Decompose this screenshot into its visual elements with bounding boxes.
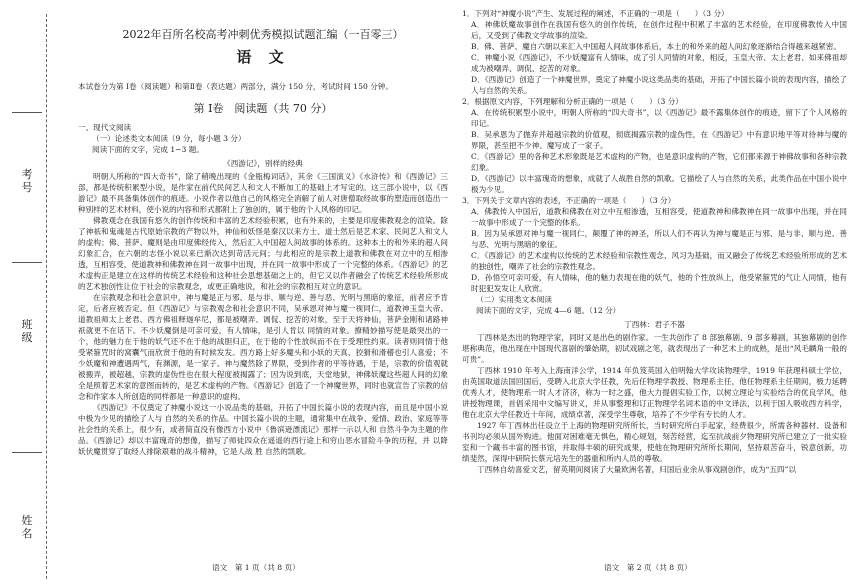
article-title: 丁西林：君子不器 <box>624 320 685 329</box>
article-title: 《西游记》，别样的经典 <box>223 159 303 168</box>
name-label: 姓名 <box>21 514 33 540</box>
class-underline <box>12 262 42 263</box>
answer-option: D．孙悟空可亲可爱，有人情味，他的魅力表现在他的妖气，他的个性放纵上，他受紧箍咒的气让人同情，他有时犯犯发发让人欣赏。 <box>471 273 847 293</box>
binding-dashed-line <box>46 14 47 579</box>
article-paragraph: 佛教观念在我国有悠久的创作传统和丰富的艺术经验积累，也有外来的，主要是印度佛教观念的渲染。除了神祇和鬼魂是古代原始宗教的产物以外，神仙和妖怪是秦汉以来方士、道士然后是艺术家、民间艺人和文人的虚构；佛、菩萨、魔则是由印度佛经传入，然后汇入中国超人间故事的体系的。这种本土的和外来的超人间幻象汇合，在六朝的志怪小说以来已渐次达到苛活元间；与此相应的是宗教上道教和佛教在对立中的互相渗透，互相容受，使道教神和佛教神在同一故事中出现，并在同一故事中形成了一个完整的体系。《西游记》的艺术虚构正是建立在这样的传统艺术经验和这种社会思想基础之上的，但它又以作者融会了传统艺术经验所形成的艺术独创性让位于社会的宗教观念，或更正确地说，和社会的宗教相互对立的意识。 <box>78 216 448 291</box>
right-column <box>462 8 847 475</box>
exam-number-label: 考号 <box>21 168 33 194</box>
article-paragraph: 在宗教观念和社会意识中，神与魔是正与邪、是与非、顺与逆、善与恶、光明与黑暗的象征，前者应予肯定，后者应被否定。但《西游记》与宗教观念和社会意识不同，吴承恩对神与魔一视同仁，道教神玉皇大帝、道教祖师太上老君、西方佛祖释迦牟尼，都是被嘲弄、调侃、挖苦的对象，至于天将神仙，菩萨金刚和诸路神祇就更不在话下。不少妖魔倒是可亲可爱，有人情味，是引人肯以 同情的对象。撩精妙描写使是最突出的一个，他的魅力在于他的妖气还不在于他的战胆归正，在于他的个性放纵而不在于受理性约束。读者则同情于他受紧箍咒时的窝囊气而欣赏于他的有时候发发。西方路上好多魔头和小妖的天真、狡猾和滑稽也引人喜爱；不少妖魔和神遭遇两气，有渊源，是一家子。神与魔然除了界限，受到作者的平等待遇，于是，宗教的价值观就被搬弄，被超越，宗教的虚伪性也在很大程度被揭露了；因为说到底，天堂地狱，神佛妖魔这些超人间的幻象全是照着艺术家的意图而转的，是艺术虚构的产物。《西游记》创造了一个神魔世界，同时也就宣告了宗教的信念和作家本人所创造的同样都是一种意识的虚构。 <box>78 293 448 401</box>
question-stem: 2．根据原文内容，下列理解和分析正确的一项是（ ）（3 分） <box>462 97 683 106</box>
answer-option: A．在传统积累型小说中，明朝人所称的“四大奇书”，以《西游记》最不露集体创作的痕迹，留下了个人风格的印记。 <box>471 108 847 128</box>
article-paragraph: 丁西林自幼喜爱文艺，留英期间阅读了大量欧洲名著，归国后业余从事戏剧创作，成为“五四”以 <box>477 465 797 474</box>
answer-option: C．《西游记》的艺术虚构以传统的艺术经验和宗教性观念、风习为基础，而又融会了传统艺术经验所形成的艺术的独创性，嘲弄了社会的宗教性观念。 <box>471 251 847 271</box>
exam-number-underline <box>12 112 42 113</box>
subsection-heading: （一）论述类文本阅读（9 分，每小题 3 分） <box>92 134 246 143</box>
left-column <box>78 8 448 457</box>
document-title: 2022年百所名校高考冲刺优秀模拟试题汇编（一百零三） <box>122 28 404 41</box>
answer-option: B．佛、菩萨、魔自六朝以来汇入中国超人间故事体系后，本土的和外来的超人间幻象逐渐结合得越来越紧密。 <box>471 42 842 51</box>
answer-option: D．《西游记》以丰富瑰奇的想象，成就了人战胜自然的凯歌。它描绘了人与自然的关系，此类作品在中国小说中极为少见。 <box>471 174 847 194</box>
subsection-instruction: 阅读下面的文字，完成 1~3 题。 <box>92 145 204 154</box>
answer-option: B．因为吴承恩对神与魔一视同仁，颠覆了神的神圣，所以人们不再认为神与魔是正与邪、是与非、顺与逆、善与恶、光明与黑暗的象征。 <box>471 229 847 249</box>
answer-option: A．神佛妖魔故事创作在我国有悠久的创作传统，在创作过程中积累了丰富的艺术经验，在印度佛教传入中国后，又受到了佛教文学故事的渲染。 <box>471 20 847 40</box>
subsection-instruction: 阅读下面的文字，完成 4—6 题。（12 分） <box>476 306 621 315</box>
exam-instructions: 本试卷分为第 Ⅰ卷（阅读题）和第Ⅱ卷（表达题）两部分，满分 150 分，考试时间 150 分钟。 <box>78 82 393 91</box>
name-underline <box>12 452 42 453</box>
article-paragraph: 丁西林是杰出的物理学家，同时又是出色的剧作家。一生共创作了 8 部独幕剧、9 部多幕剧，其独幕剧的创作堪称典范，他出现在中国现代喜剧的肇始期，初试戏剧之笔，就表现出了一种艺术上的成熟，是出“风毛麟角一般的可贵”。 <box>462 333 847 364</box>
part-title: 第 Ⅰ卷 阅读题（共 70 分） <box>193 102 333 115</box>
answer-option: A．佛教传入中国后，道教和佛教在对立中互相渗透，互相容受，使道教神和佛教神在同一故事中出现，并在同一故事中形成了一个完整的体系。 <box>471 207 847 227</box>
article-paragraph: 丁西林 1910 年考入上海南洋公学，1914 年负笈英国入伯明翰大学攻读物理学，1919 年获理科硕士学位，由英国取道法国回国后，受聘入北京大学任教，先后任物理学教授、物理系主任，他任物理系主任期间，极力延聘优秀人才，使物理系一时人才济济，称为一时之盛，他大力提倡实验工作，以树立理论与实验结合的优良学风，他讲授物理课，首倡采用中文编写讲义，并从事整理和订正物理学名词术语的中文译法，以利于国人吸收西方科学，他在北京大学任教近十年间，成绩卓著，深受学生尊敬，培养了不少学有专长的人才。 <box>462 366 847 419</box>
page-footer-left: 语文 第 1 页（共 8 页） <box>212 563 300 572</box>
answer-option: D．《西游记》创造了一个神魔世界，奠定了神魔小说这类品类的基础，开拓了中国长篇小说的表现内容，描绘了人与自然的关系。 <box>471 75 847 95</box>
answer-option: B．吴承恩为了抛弃并超越宗教的价值观，彻底揭露宗教的虚伪性，在《西游记》中有意识地平等对待神与魔的界限，甚至把不少神、魔写成了一家子。 <box>471 130 847 150</box>
subsection-heading: （二）实用类文本阅读 <box>476 295 552 304</box>
article-paragraph: 《西游记》不仅奠定了神魔小说这一小说品类的基础，开拓了中国长篇小说的表现内容，而且是中国小说中极为少见的描绘了人与 自然的关系的作品。中国长篇小说的主题，通常集中在战争、爱情、政治、家庭等等社会性的关系上，很少有，或者简直没有像西方小说中《鲁滨逊漂流记》那样一示以人和 自然斗争为主题的作品。《西游记》却以丰富瑰奇的想像，描写了师徒四众在遥遥的西行途上和穷山恶水冒险斗争的历程，并 以降妖伏魔贯穿了取经人排除艰难的战斗精神，它是人战 胜 自然的凯歌。 <box>78 403 448 456</box>
page-footer-right: 语文 第 2 页（共 8 页） <box>604 563 692 572</box>
article-paragraph: 明朝人所称的“四大奇书”，除了稍晚出现的《金瓶梅词话》，其余《三国演义》《水浒传》和《西游记》三部，都是传统积累型小说，是作家在前代民间艺人和文人不断加工的基础上才写定的。这三部小说中，以《西游记》最不具备集体创作的痕迹。小说作者以他自己的风格完全消解了前人对唐僧取经故事的塑造而创造出一种别样的艺术材料，使小说的内容和形式都附上了独创的，属于他的个人风格的印记。 <box>78 172 448 214</box>
answer-option: C．神魔小说《西游记》，不少妖魔富有人情味，成了引人同情的对象，相反，玉皇大帝、太上老君、如来佛祖却成为被嘲弄、调侃、挖苦的对象。 <box>471 53 847 73</box>
binding-margin <box>0 0 62 588</box>
answer-option: C．《西游记》里的各种艺术形象既是艺术虚构的产物，也是意识虚构的产物，它们都来源于神佛故事和各种宗教幻象。 <box>471 152 847 172</box>
question-stem: 3．下列关于文章内容的表述，不正确的一项是（ ）（3 分） <box>462 196 676 205</box>
section-heading: 一、现代文阅读 <box>78 123 132 132</box>
subject-title: 语 文 <box>236 48 290 66</box>
class-label: 班级 <box>21 318 33 344</box>
question-stem: 1．下列对“神魔小说”产生、发展过程的阐述，不正确的一项是（ ）（3 分） <box>462 9 729 18</box>
article-paragraph: 1927 年丁西林出任设立于上海的物理研究所所长，当时研究所白手起家，经费很少，所需各种器材、设备和书刊均必须从国外购进。他面对困难毫无惧色，精心规划，刻苦经营，迄至抗战前夕物理研究所已建立了一批实验室和一个藏书丰富的图书馆，并取得丰硕的研究成果，使他在物理研究所所长期间，坚持艰苦奋斗，锐意创新，功绩斐然，深得中研院长蔡元培先生的器重和所内人员的尊敬。 <box>462 421 847 463</box>
